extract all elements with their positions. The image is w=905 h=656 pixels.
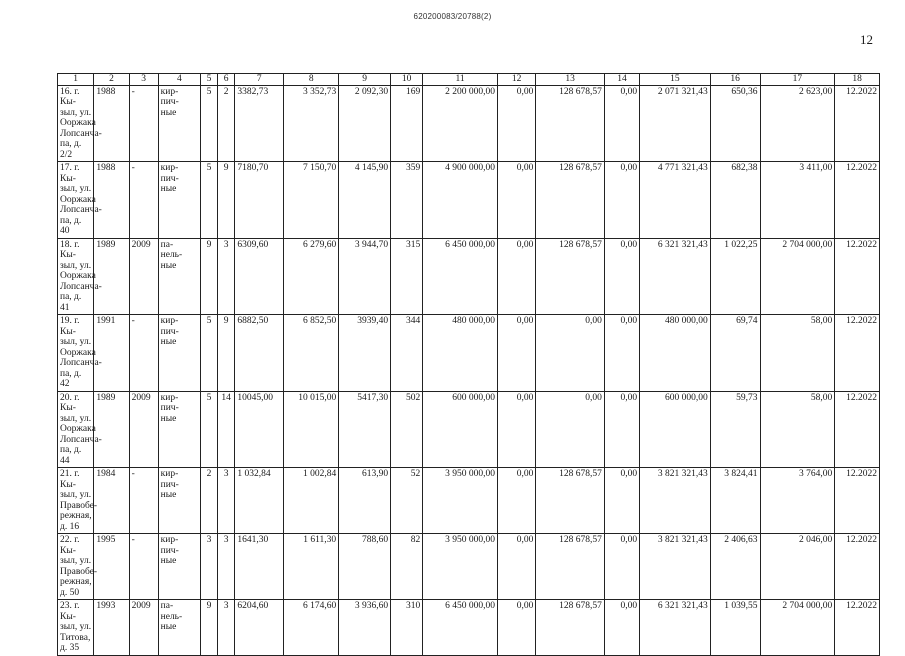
table-cell: кир- пич- ные	[158, 85, 201, 162]
table-cell: 6204,60	[235, 600, 284, 656]
table-cell: 12.2022	[835, 315, 880, 392]
table-cell: 9	[217, 162, 235, 239]
table-cell: 480 000,00	[640, 315, 711, 392]
table-cell: 6 174,60	[284, 600, 339, 656]
table-row	[58, 468, 880, 534]
table-cell: 128 678,57	[536, 85, 605, 162]
table-cell: 1 611,30	[284, 534, 339, 600]
table-cell: 18. г. Кы- зыл, ул. Ооржака Лопсанча- па, д. 41	[58, 238, 94, 315]
table-cell: 1989	[94, 391, 129, 468]
table-cell: 2 071 321,43	[640, 85, 711, 162]
table-cell: 480 000,00	[423, 315, 498, 392]
table-cell: -	[129, 85, 158, 162]
column-header: 15	[640, 74, 711, 86]
column-header: 2	[94, 74, 129, 86]
column-header: 18	[835, 74, 880, 86]
table-cell: -	[129, 315, 158, 392]
column-header: 17	[760, 74, 835, 86]
table-cell: 9	[201, 238, 218, 315]
table-cell: 23. г. Кы- зыл, ул. Титова, д. 35	[58, 600, 94, 656]
table-cell: 3 824,41	[710, 468, 760, 534]
table-cell: 12.2022	[835, 468, 880, 534]
column-header: 9	[339, 74, 391, 86]
page-number: 12	[860, 32, 873, 47]
table-cell: 69,74	[710, 315, 760, 392]
table-cell: 0,00	[604, 238, 639, 315]
table-cell: 1984	[94, 468, 129, 534]
table-row	[58, 238, 880, 315]
table-row	[58, 391, 880, 468]
table-cell: 16. г. Кы- зыл, ул. Ооржака Лопсанча- па, д. 2/2	[58, 85, 94, 162]
table-cell: 315	[391, 238, 423, 315]
table-cell: 1995	[94, 534, 129, 600]
table-cell: 2 046,00	[760, 534, 835, 600]
table-cell: 6 321 321,43	[640, 238, 711, 315]
table-cell: 1993	[94, 600, 129, 656]
table-cell: -	[129, 468, 158, 534]
table-cell: 9	[201, 600, 218, 656]
table-cell: 22. г. Кы- зыл, ул. Правобе- режная, д. 50	[58, 534, 94, 600]
table-cell: 4 771 321,43	[640, 162, 711, 239]
column-header: 3	[129, 74, 158, 86]
table-cell: 14	[217, 391, 235, 468]
table-cell: 0,00	[497, 600, 535, 656]
table-cell: 0,00	[604, 315, 639, 392]
table-cell: 0,00	[497, 391, 535, 468]
table-cell: 12.2022	[835, 162, 880, 239]
table-cell: 2 200 000,00	[423, 85, 498, 162]
table-cell: 3 821 321,43	[640, 468, 711, 534]
table-cell: кир- пич- ные	[158, 162, 201, 239]
table-cell: 3	[217, 600, 235, 656]
table-cell: 2	[201, 468, 218, 534]
table-cell: 3	[217, 468, 235, 534]
table-cell: 0,00	[497, 85, 535, 162]
table-cell: 5	[201, 315, 218, 392]
table-cell: кир- пич- ные	[158, 391, 201, 468]
table-cell: 3 821 321,43	[640, 534, 711, 600]
table-cell: 128 678,57	[536, 468, 605, 534]
table-cell: 19. г. Кы- зыл, ул. Ооржака Лопсанча- па, д. 42	[58, 315, 94, 392]
table-cell: -	[129, 162, 158, 239]
table-cell: 3939,40	[339, 315, 391, 392]
table-row	[58, 162, 880, 239]
table-cell: 0,00	[497, 534, 535, 600]
table-cell: 3	[217, 534, 235, 600]
table-cell: 0,00	[497, 315, 535, 392]
table-cell: 0,00	[497, 468, 535, 534]
table-cell: 10045,00	[235, 391, 284, 468]
table-cell: 2 704 000,00	[760, 600, 835, 656]
table-cell: 2009	[129, 238, 158, 315]
table-cell: 7180,70	[235, 162, 284, 239]
table-cell: 12.2022	[835, 238, 880, 315]
table-cell: 128 678,57	[536, 162, 605, 239]
table-cell: 5	[201, 85, 218, 162]
table-row	[58, 534, 880, 600]
table-cell: 1988	[94, 162, 129, 239]
table-cell: 1989	[94, 238, 129, 315]
table-cell: 5	[201, 391, 218, 468]
table-cell: 3 936,60	[339, 600, 391, 656]
table-cell: 12.2022	[835, 600, 880, 656]
table-cell: 5	[201, 162, 218, 239]
table-cell: па- нель- ные	[158, 600, 201, 656]
table-cell: 359	[391, 162, 423, 239]
table-cell: 0,00	[604, 85, 639, 162]
table-cell: кир- пич- ные	[158, 468, 201, 534]
table-cell: 3382,73	[235, 85, 284, 162]
table-cell: 3 950 000,00	[423, 534, 498, 600]
column-header: 13	[536, 74, 605, 86]
table-cell: 3 411,00	[760, 162, 835, 239]
table-cell: 17. г. Кы- зыл, ул. Ооржака Лопсанча- па, д. 40	[58, 162, 94, 239]
table-cell: 600 000,00	[423, 391, 498, 468]
table-cell: 3 352,73	[284, 85, 339, 162]
table-cell: 4 900 000,00	[423, 162, 498, 239]
table-cell: 0,00	[604, 600, 639, 656]
table-cell: 502	[391, 391, 423, 468]
table-cell: 1 022,25	[710, 238, 760, 315]
table-cell: 650,36	[710, 85, 760, 162]
table-cell: 128 678,57	[536, 238, 605, 315]
column-header: 7	[235, 74, 284, 86]
table-cell: 613,90	[339, 468, 391, 534]
table-cell: 310	[391, 600, 423, 656]
table-cell: 344	[391, 315, 423, 392]
table-cell: 0,00	[604, 391, 639, 468]
table-cell: 2009	[129, 600, 158, 656]
table-cell: 12.2022	[835, 534, 880, 600]
table-row	[58, 315, 880, 392]
column-header: 8	[284, 74, 339, 86]
table-cell: 6 450 000,00	[423, 600, 498, 656]
column-header: 10	[391, 74, 423, 86]
table-cell: 2 092,30	[339, 85, 391, 162]
table-cell: 10 015,00	[284, 391, 339, 468]
table-cell: 0,00	[536, 391, 605, 468]
table-cell: 58,00	[760, 315, 835, 392]
column-header: 6	[217, 74, 235, 86]
table-cell: 1988	[94, 85, 129, 162]
register-table	[57, 73, 880, 656]
document-stamp: 620200083/20788(2)	[413, 12, 492, 21]
table-cell: 0,00	[536, 315, 605, 392]
table-cell: 128 678,57	[536, 600, 605, 656]
table-cell: 0,00	[497, 238, 535, 315]
table-cell: 169	[391, 85, 423, 162]
table-cell: 0,00	[497, 162, 535, 239]
column-header: 5	[201, 74, 218, 86]
table-cell: 5417,30	[339, 391, 391, 468]
table-cell: 6 852,50	[284, 315, 339, 392]
table-cell: 3	[217, 238, 235, 315]
table-cell: 6882,50	[235, 315, 284, 392]
table-cell: 1 032,84	[235, 468, 284, 534]
table-cell: 2	[217, 85, 235, 162]
table-cell: 1 002,84	[284, 468, 339, 534]
table-cell: 82	[391, 534, 423, 600]
column-header: 4	[158, 74, 201, 86]
table-cell: 600 000,00	[640, 391, 711, 468]
table-cell: 9	[217, 315, 235, 392]
table-cell: 12.2022	[835, 391, 880, 468]
table-cell: 788,60	[339, 534, 391, 600]
table-cell: кир- пич- ные	[158, 315, 201, 392]
table-cell: 3 944,70	[339, 238, 391, 315]
table-cell: 12.2022	[835, 85, 880, 162]
table-row	[58, 85, 880, 162]
table-cell: 3 950 000,00	[423, 468, 498, 534]
table-cell: 6309,60	[235, 238, 284, 315]
table-cell: 1991	[94, 315, 129, 392]
table-cell: 4 145,90	[339, 162, 391, 239]
table-cell: 6 450 000,00	[423, 238, 498, 315]
table-cell: 2009	[129, 391, 158, 468]
table-cell: 59,73	[710, 391, 760, 468]
table-cell: 1 039,55	[710, 600, 760, 656]
table-cell: 2 704 000,00	[760, 238, 835, 315]
table-cell: 0,00	[604, 534, 639, 600]
table-cell: 2 623,00	[760, 85, 835, 162]
table-cell: 3	[201, 534, 218, 600]
table-cell: 58,00	[760, 391, 835, 468]
table-cell: 52	[391, 468, 423, 534]
table-cell: кир- пич- ные	[158, 534, 201, 600]
table-cell: 0,00	[604, 468, 639, 534]
column-header: 12	[497, 74, 535, 86]
column-header: 16	[710, 74, 760, 86]
table-cell: 0,00	[604, 162, 639, 239]
table-cell: 6 321 321,43	[640, 600, 711, 656]
table-cell: 2 406,63	[710, 534, 760, 600]
header-row	[58, 74, 880, 86]
table-cell: 6 279,60	[284, 238, 339, 315]
table-cell: 20. г. Кы- зыл, ул. Ооржака Лопсанча- па, д. 44	[58, 391, 94, 468]
column-header: 1	[58, 74, 94, 86]
column-header: 11	[423, 74, 498, 86]
table-cell: 21. г. Кы- зыл, ул. Правобе- режная, д. 16	[58, 468, 94, 534]
table-row	[58, 600, 880, 656]
column-header: 14	[604, 74, 639, 86]
table-cell: 682,38	[710, 162, 760, 239]
table-cell: 1641,30	[235, 534, 284, 600]
table-cell: 7 150,70	[284, 162, 339, 239]
table-cell: 3 764,00	[760, 468, 835, 534]
table-cell: па- нель- ные	[158, 238, 201, 315]
table-cell: 128 678,57	[536, 534, 605, 600]
table-cell: -	[129, 534, 158, 600]
